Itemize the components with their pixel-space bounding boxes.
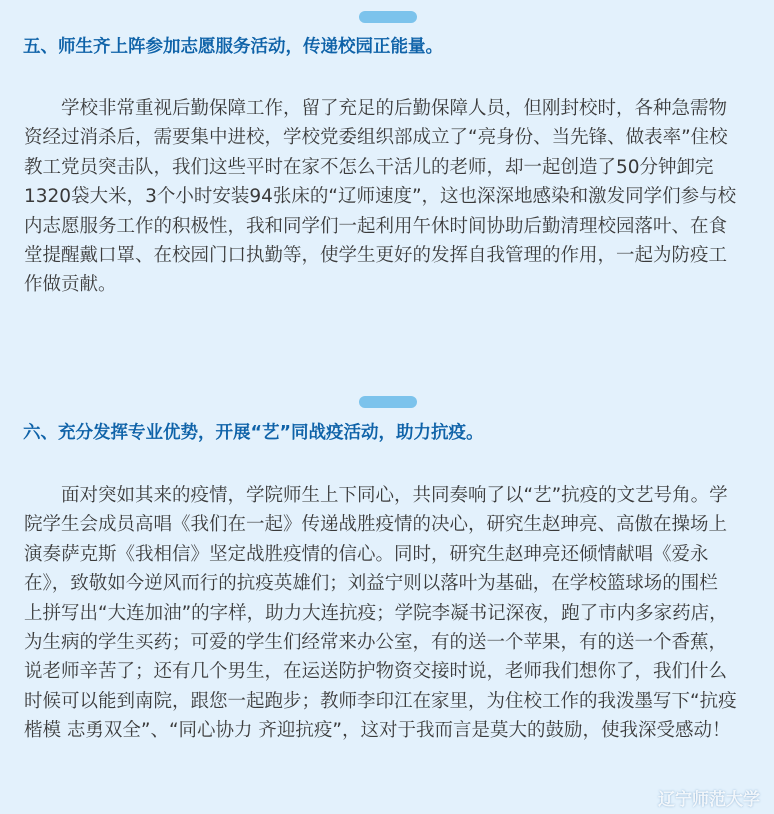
section-divider-pill-middle — [359, 396, 417, 408]
paragraph-line: 院学生会成员高唱《我们在一起》传递战胜疫情的决心，研究生赵珅亮、高傲在操场上 — [24, 514, 728, 536]
paragraph-line: 演奏萨克斯《我相信》坚定战胜疫情的信心。同时，研究生赵珅亮还倾情献唱《爱永 — [24, 543, 709, 565]
paragraph-line: 说老师辛苦了；还有几个男生，在运送防护物资交接时说，老师我们想你了，我们什么 — [24, 661, 728, 683]
section-5-paragraph — [24, 94, 753, 300]
paragraph-line: 内志愿服务工作的积极性，我和同学们一起利用午休时间协助后勤清理校园落叶、在食 — [24, 215, 728, 237]
paragraph-line: 1320袋大米，3个小时安装94张床的“辽师速度”，这也深深地感染和激发同学们参与校 — [24, 186, 737, 208]
paragraph-line: 资经过消杀后，需要集中进校，学校党委组织部成立了“亮身份、当先锋、做表率”住校 — [24, 127, 728, 149]
section-divider-pill-top — [359, 11, 417, 23]
paragraph-line: 时候可以能到南院，跟您一起跑步；教师李印江在家里，为住校工作的我泼墨写下“抗疫 — [24, 690, 737, 712]
section-6-heading: 六、充分发挥专业优势，开展“艺”同战疫活动，助力抗疫。 — [23, 423, 484, 443]
section-6-paragraph — [24, 481, 753, 746]
paragraph-line: 作做贡献。 — [24, 274, 117, 296]
watermark-logo: 辽宁师范大学 — [658, 790, 760, 810]
paragraph-line: 堂提醒戴口罩、在校园门口执勤等，使学生更好的发挥自我管理的作用，一起为防疫工 — [24, 244, 728, 266]
paragraph-line: 学校非常重视后勤保障工作，留了充足的后勤保障人员，但刚封校时，各种急需物 — [61, 98, 728, 119]
paragraph-line: 面对突如其来的疫情，学院师生上下同心，共同奏响了以“艺”抗疫的文艺号角。学 — [61, 485, 728, 506]
paragraph-line: 在》，致敬如今逆风而行的抗疫英雄们；刘益宁则以落叶为基础，在学校篮球场的围栏 — [24, 573, 718, 595]
paragraph-line: 楷模 志勇双全”、“同心协力 齐迎抗疫”，这对于我而言是莫大的鼓励，使我深受感动！ — [24, 720, 731, 742]
paragraph-line: 教工党员突击队，我们这些平时在家不怎么干活儿的老师，却一起创造了50分钟卸完 — [24, 156, 714, 178]
paragraph-line: 上拼写出“大连加油”的字样，助力大连抗疫；学院李凝书记深夜，跑了市内多家药店， — [24, 602, 728, 624]
paragraph-line: 为生病的学生买药；可爱的学生们经常来办公室，有的送一个苹果，有的送一个香蕉， — [24, 631, 728, 653]
section-5-heading: 五、师生齐上阵参加志愿服务活动，传递校园正能量。 — [23, 37, 443, 57]
